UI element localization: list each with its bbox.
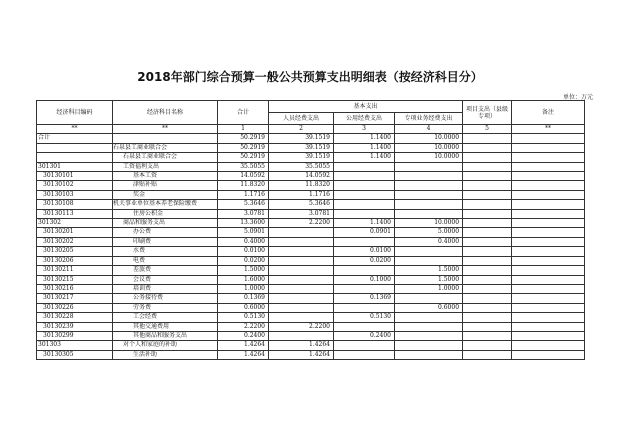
cell-note [512,266,585,275]
table-row [37,228,585,237]
cell-project [463,143,512,152]
cell-total: 50.2919 [218,153,269,162]
cell-project [463,172,512,181]
cell-note [512,153,585,162]
cell-total: 2.2200 [218,322,269,331]
cell-public: 1.1400 [334,134,395,143]
cell-special: 1.5000 [395,266,463,275]
cell-code: 30130226 [37,303,113,312]
cell-note [512,143,585,152]
cell-special [395,341,463,350]
cell-project [463,350,512,359]
cell-name: 津贴补贴 [113,181,218,190]
cell-public: 0.0200 [334,256,395,265]
cell-code: 30130216 [37,284,113,293]
table-row [37,162,585,171]
cell-name: 电费 [113,256,218,265]
cell-code: 30130206 [37,256,113,265]
cell-code: 合计 [37,134,113,143]
cell-personnel: 5.3646 [269,200,334,209]
cell-project [463,209,512,218]
cell-name: 差旅费 [113,266,218,275]
cell-code [37,143,113,152]
cell-code: 30130211 [37,266,113,275]
cell-special [395,181,463,190]
cell-total: 0.6000 [218,303,269,312]
cell-personnel [269,275,334,284]
cell-code: 30130217 [37,294,113,303]
cell-total: 1.4264 [218,341,269,350]
header-public: 公用经费支出 [334,113,395,125]
cell-public [334,266,395,275]
cell-code: 30130305 [37,350,113,359]
cell-special: 0.6000 [395,303,463,312]
cell-total: 1.5000 [218,266,269,275]
cell-total: 13.3600 [218,219,269,228]
cell-personnel: 1.4264 [269,341,334,350]
table-row [37,256,585,265]
cell-project [463,134,512,143]
cell-public [334,200,395,209]
cell-note [512,256,585,265]
cell-code: 30130205 [37,247,113,256]
cell-public: 1.1400 [334,219,395,228]
cell-note [512,275,585,284]
cell-note [512,294,585,303]
cell-project [463,153,512,162]
index-cell: ** [512,125,585,134]
cell-public [334,181,395,190]
cell-special: 10.0000 [395,143,463,152]
cell-note [512,228,585,237]
cell-personnel: 39.1519 [269,134,334,143]
cell-personnel: 3.0781 [269,209,334,218]
cell-note [512,200,585,209]
cell-total: 5.3646 [218,200,269,209]
cell-special [395,200,463,209]
cell-personnel [269,331,334,340]
cell-personnel [269,313,334,322]
header-total: 合计 [218,101,269,125]
cell-name: 公务接待费 [113,294,218,303]
table-row [37,303,585,312]
cell-total: 1.4264 [218,350,269,359]
cell-special: 0.4000 [395,237,463,246]
table-row [37,331,585,340]
cell-name: 培训费 [113,284,218,293]
table-row [37,134,585,143]
table-row [37,341,585,350]
cell-total: 0.0200 [218,256,269,265]
cell-note [512,190,585,199]
table-row [37,153,585,162]
cell-personnel [269,228,334,237]
cell-code: 30130103 [37,190,113,199]
table-row [37,190,585,199]
cell-total: 0.2400 [218,331,269,340]
cell-special [395,172,463,181]
cell-name: 工会经费 [113,313,218,322]
header-note: 备注 [512,101,585,125]
header-code: 经济科目编码 [37,101,113,125]
unit-label: 单位：万元 [562,94,593,101]
cell-personnel [269,237,334,246]
cell-public [334,209,395,218]
cell-public: 0.2400 [334,331,395,340]
cell-special: 5.0000 [395,228,463,237]
table-row [37,181,585,190]
table-row [37,275,585,284]
cell-special: 10.0000 [395,153,463,162]
cell-personnel: 11.8320 [269,181,334,190]
index-cell: 1 [218,125,269,134]
table-row [37,266,585,275]
cell-project [463,181,512,190]
cell-public: 0.5130 [334,313,395,322]
cell-special [395,331,463,340]
cell-code: 30130108 [37,200,113,209]
cell-special [395,294,463,303]
cell-total: 11.8320 [218,181,269,190]
cell-note [512,247,585,256]
cell-note [512,219,585,228]
cell-personnel: 39.1519 [269,153,334,162]
index-row [37,125,585,134]
cell-project [463,303,512,312]
cell-public: 0.0901 [334,228,395,237]
cell-name: 生活补助 [113,350,218,359]
cell-name: 商品和服务支出 [113,219,218,228]
cell-code: 30130299 [37,331,113,340]
cell-special [395,322,463,331]
cell-public: 0.1369 [334,294,395,303]
cell-special [395,190,463,199]
table-row [37,143,585,152]
table-row [37,172,585,181]
cell-project [463,294,512,303]
table-row [37,209,585,218]
cell-code: 30130113 [37,209,113,218]
table-row [37,294,585,303]
cell-total: 35.5055 [218,162,269,171]
cell-personnel: 1.1716 [269,190,334,199]
cell-personnel [269,247,334,256]
cell-public [334,162,395,171]
cell-note [512,209,585,218]
table-row [37,247,585,256]
cell-project [463,322,512,331]
cell-project [463,266,512,275]
cell-note [512,303,585,312]
cell-note [512,237,585,246]
cell-code: 30130215 [37,275,113,284]
table-row [37,313,585,322]
cell-public: 1.1400 [334,143,395,152]
cell-personnel: 14.0592 [269,172,334,181]
header-basic: 基本支出 [269,101,463,113]
cell-special: 10.0000 [395,134,463,143]
cell-note [512,284,585,293]
cell-project [463,219,512,228]
table-row [37,322,585,331]
index-cell: 5 [463,125,512,134]
cell-project [463,256,512,265]
cell-note [512,331,585,340]
cell-project [463,341,512,350]
cell-note [512,313,585,322]
table-body [37,134,585,360]
cell-total: 3.0781 [218,209,269,218]
table-row [37,350,585,359]
cell-code: 30130239 [37,322,113,331]
cell-note [512,341,585,350]
header-name: 经济科目名称 [113,101,218,125]
cell-note [512,350,585,359]
cell-special [395,256,463,265]
cell-code: 30130101 [37,172,113,181]
cell-project [463,247,512,256]
cell-public: 1.1400 [334,153,395,162]
cell-personnel [269,256,334,265]
cell-public [334,237,395,246]
cell-code: 30130102 [37,181,113,190]
cell-code: 30130228 [37,313,113,322]
cell-name: 基本工资 [113,172,218,181]
cell-name: 办公费 [113,228,218,237]
cell-project [463,162,512,171]
cell-code: 301302 [37,219,113,228]
cell-name: 其他交通费用 [113,322,218,331]
cell-note [512,181,585,190]
cell-personnel [269,294,334,303]
cell-total: 0.0100 [218,247,269,256]
cell-special: 10.0000 [395,219,463,228]
cell-total: 5.0901 [218,228,269,237]
cell-personnel [269,284,334,293]
cell-name: 会议费 [113,275,218,284]
cell-public [334,322,395,331]
cell-name: 工资福利支出 [113,162,218,171]
cell-personnel [269,303,334,312]
header-personnel: 人员经费支出 [269,113,334,125]
cell-total: 0.1369 [218,294,269,303]
cell-project [463,313,512,322]
cell-public [334,303,395,312]
index-cell: 2 [269,125,334,134]
cell-name: 奖金 [113,190,218,199]
cell-project [463,331,512,340]
cell-personnel: 39.1519 [269,143,334,152]
cell-project [463,190,512,199]
cell-total: 1.0000 [218,284,269,293]
cell-code: 30130201 [37,228,113,237]
cell-name: 对个人和家庭的补助 [113,341,218,350]
cell-public: 0.1000 [334,275,395,284]
table-row [37,237,585,246]
cell-name: 其他商品和服务支出 [113,331,218,340]
cell-project [463,237,512,246]
cell-note [512,134,585,143]
cell-code: 301303 [37,341,113,350]
cell-note [512,322,585,331]
cell-name: 机关事业单位基本养老保险缴费 [113,200,218,209]
cell-name: 劳务费 [113,303,218,312]
header-special: 专项业务经费支出 [395,113,463,125]
cell-code: 301301 [37,162,113,171]
cell-name: 石泉县工商业联合会 [113,153,218,162]
cell-total: 50.2919 [218,143,269,152]
table-row [37,200,585,209]
cell-public [334,172,395,181]
cell-special [395,162,463,171]
cell-total: 1.1716 [218,190,269,199]
cell-name [113,134,218,143]
cell-name: 水费 [113,247,218,256]
cell-special [395,313,463,322]
cell-personnel: 2.2200 [269,322,334,331]
index-cell: 3 [334,125,395,134]
index-cell: 4 [395,125,463,134]
cell-special [395,209,463,218]
cell-code [37,153,113,162]
index-cell: ** [37,125,113,134]
cell-project [463,275,512,284]
cell-note [512,172,585,181]
cell-personnel: 35.5055 [269,162,334,171]
cell-public [334,350,395,359]
cell-special: 1.0000 [395,284,463,293]
cell-total: 1.6000 [218,275,269,284]
cell-note [512,162,585,171]
cell-project [463,200,512,209]
cell-project [463,228,512,237]
header-project: 项目支出（县级专项） [463,101,512,125]
cell-total: 14.0592 [218,172,269,181]
cell-code: 30130202 [37,237,113,246]
index-cell: ** [113,125,218,134]
page-title: 2018年部门综合预算一般公共预算支出明细表（按经济科目分） [137,70,483,84]
cell-name: 印刷费 [113,237,218,246]
cell-public [334,284,395,293]
cell-special: 1.5000 [395,275,463,284]
cell-name: 石泉县工商业联合会 [113,143,218,152]
cell-personnel [269,266,334,275]
cell-total: 50.2919 [218,134,269,143]
cell-name: 住房公积金 [113,209,218,218]
cell-personnel: 1.4264 [269,350,334,359]
cell-personnel: 2.2200 [269,219,334,228]
cell-public [334,341,395,350]
cell-special [395,247,463,256]
cell-special [395,350,463,359]
cell-total: 0.4000 [218,237,269,246]
cell-total: 0.5130 [218,313,269,322]
budget-table [36,100,585,360]
cell-public: 0.0100 [334,247,395,256]
cell-project [463,284,512,293]
table-row [37,284,585,293]
cell-public [334,190,395,199]
table-row [37,219,585,228]
